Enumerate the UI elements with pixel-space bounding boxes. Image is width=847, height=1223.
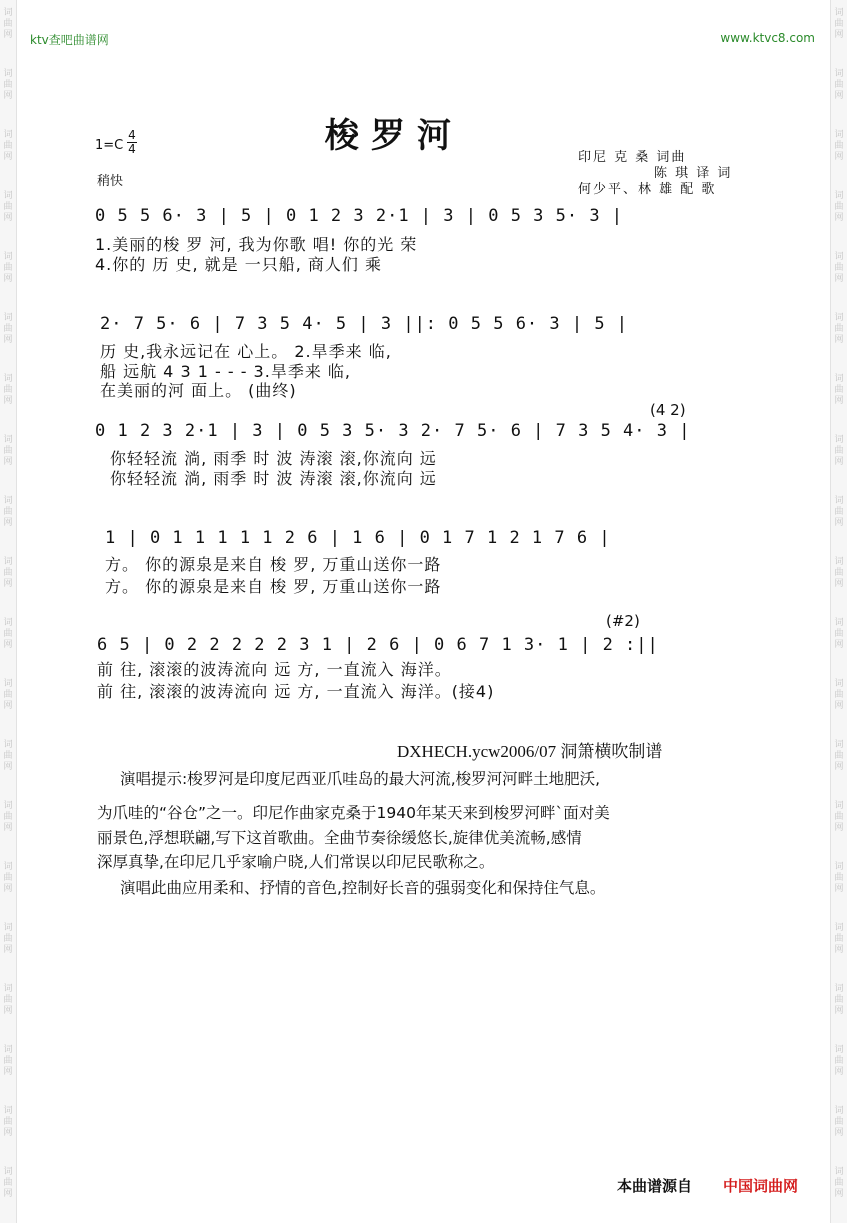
lyric-row-4b: 方。 你的源泉是来自 梭 罗, 万重山送你一路: [105, 577, 442, 596]
side-watermark-text: 词曲网: [834, 740, 844, 772]
side-watermark-text: 词曲网: [834, 1106, 844, 1138]
side-watermark-text: 词曲网: [834, 1045, 844, 1077]
side-watermark-text: 词曲网: [3, 69, 13, 101]
footer-source-label: 本曲谱源自: [617, 1177, 693, 1195]
notation-row-1: 0 5 5 6· 3 | 5 | 0 1 2 3 2·1 | 3 | 0 5 3 5· 3 |: [95, 206, 624, 226]
notation-row-3: 0 1 2 3 2·1 | 3 | 0 5 3 5· 3 2· 7 5· 6 | 7 3 5 4· 3 |: [95, 421, 691, 441]
side-watermark-text: 词曲网: [834, 984, 844, 1016]
side-watermark-text: 词曲网: [3, 1045, 13, 1077]
lyric-row-2a: 历 史,我永远记在 心上。 2.旱季来 临,: [100, 342, 392, 361]
transcriber-signature: DXHECH.ycw2006/07 洞箫横吹制谱: [397, 742, 663, 761]
side-watermark-text: 词曲网: [3, 984, 13, 1016]
side-watermark-text: 词曲网: [834, 862, 844, 894]
left-watermark-strip: [0, 0, 17, 1223]
annotation-3: (4 2): [650, 401, 686, 419]
time-signature: [127, 129, 137, 156]
side-watermark-text: 词曲网: [834, 374, 844, 406]
notation-row-2: 2· 7 5· 6 | 7 3 5 4· 5 | 3 ||: 0 5 5 6· 3 | 5 |: [100, 314, 629, 334]
side-watermark-text: 词曲网: [3, 862, 13, 894]
lyric-row-5a: 前 往, 滚滚的波涛流向 远 方, 一直流入 海洋。: [97, 660, 452, 679]
time-signature-bottom: 4: [128, 142, 136, 156]
lyric-row-4a: 方。 你的源泉是来自 梭 罗, 万重山送你一路: [105, 555, 442, 574]
side-watermark-text: 词曲网: [3, 923, 13, 955]
side-watermark-text: 词曲网: [834, 130, 844, 162]
side-watermark-text: 词曲网: [3, 801, 13, 833]
lyric-row-5b: 前 往, 滚滚的波涛流向 远 方, 一直流入 海洋。(接4): [97, 682, 495, 701]
side-watermark-text: 词曲网: [3, 130, 13, 162]
footer-source-site[interactable]: 中国词曲网: [723, 1177, 799, 1195]
side-watermark-text: 词曲网: [834, 557, 844, 589]
tempo-marking: 稍快: [97, 174, 124, 189]
side-watermark-text: 词曲网: [834, 435, 844, 467]
credit-line-1: 印尼 克 桑 词曲: [578, 150, 687, 165]
key-signature: 1=C: [95, 138, 124, 153]
side-watermark-text: 词曲网: [3, 8, 13, 40]
side-watermark-text: 词曲网: [3, 435, 13, 467]
header-site-url: www.ktvc8.com: [720, 31, 815, 45]
side-watermark-text: 词曲网: [3, 313, 13, 345]
note-line-1: 演唱提示:梭罗河是印度尼西亚爪哇岛的最大河流,梭罗河河畔土地肥沃,: [120, 770, 601, 788]
note-line-2: 为爪哇的“谷仓”之一。印尼作曲家克桑于1940年某天来到梭罗河畔`面对美: [97, 804, 610, 822]
side-watermark-text: 词曲网: [3, 618, 13, 650]
side-watermark-text: 词曲网: [834, 69, 844, 101]
lyric-row-3a: 你轻轻流 淌, 雨季 时 波 涛滚 滚,你流向 远: [110, 449, 437, 468]
lyric-row-1a: 1.美丽的梭 罗 河, 我为你歌 唱! 你的光 荣: [95, 235, 418, 254]
side-watermark-text: 词曲网: [3, 191, 13, 223]
notation-row-5: 6 5 | 0 2 2 2 2 2 3 1 | 2 6 | 0 6 7 1 3· 1 | 2 :||: [97, 635, 659, 655]
side-watermark-text: 词曲网: [834, 191, 844, 223]
side-watermark-text: 词曲网: [834, 8, 844, 40]
side-watermark-text: 词曲网: [3, 252, 13, 284]
side-watermark-text: 词曲网: [834, 801, 844, 833]
side-watermark-text: 词曲网: [834, 923, 844, 955]
lyric-row-2c: 在美丽的河 面上。 (曲终): [100, 381, 297, 400]
credit-line-3: 何少平、林 雄 配 歌: [578, 182, 717, 197]
note-line-5: 演唱此曲应用柔和、抒情的音色,控制好长音的强弱变化和保持住气息。: [120, 879, 606, 897]
side-watermark-text: 词曲网: [3, 1167, 13, 1199]
side-watermark-text: 词曲网: [3, 740, 13, 772]
lyric-row-3b: 你轻轻流 淌, 雨季 时 波 涛滚 滚,你流向 远: [110, 469, 437, 488]
annotation-5: (#2): [606, 612, 640, 630]
credit-line-2: 陈 琪 译 词: [654, 166, 733, 181]
time-signature-top: 4: [128, 128, 136, 142]
note-line-3: 丽景色,浮想联翩,写下这首歌曲。全曲节奏徐缓悠长,旋律优美流畅,感情: [97, 829, 582, 847]
side-watermark-text: 词曲网: [3, 374, 13, 406]
side-watermark-text: 词曲网: [3, 1106, 13, 1138]
side-watermark-text: 词曲网: [834, 252, 844, 284]
side-watermark-text: 词曲网: [834, 313, 844, 345]
lyric-row-2b: 船 远航 4 3 1 - - - 3.旱季来 临,: [100, 362, 351, 381]
side-watermark-text: 词曲网: [834, 679, 844, 711]
header-site-name: ktv查吧曲谱网: [30, 33, 109, 47]
right-watermark-strip: [830, 0, 847, 1223]
lyric-row-1b: 4.你的 历 史, 就是 一只船, 商人们 乘: [95, 255, 382, 274]
side-watermark-text: 词曲网: [834, 496, 844, 528]
notation-row-4: 1 | 0 1 1 1 1 1 2 6 | 1 6 | 0 1 7 1 2 1 7 6 |: [105, 528, 611, 548]
side-watermark-text: 词曲网: [3, 496, 13, 528]
note-line-4: 深厚真挚,在印尼几乎家喻户晓,人们常误以印尼民歌称之。: [97, 853, 495, 871]
side-watermark-text: 词曲网: [834, 1167, 844, 1199]
song-title: 梭罗河: [325, 116, 463, 156]
side-watermark-text: 词曲网: [834, 618, 844, 650]
side-watermark-text: 词曲网: [3, 679, 13, 711]
side-watermark-text: 词曲网: [3, 557, 13, 589]
